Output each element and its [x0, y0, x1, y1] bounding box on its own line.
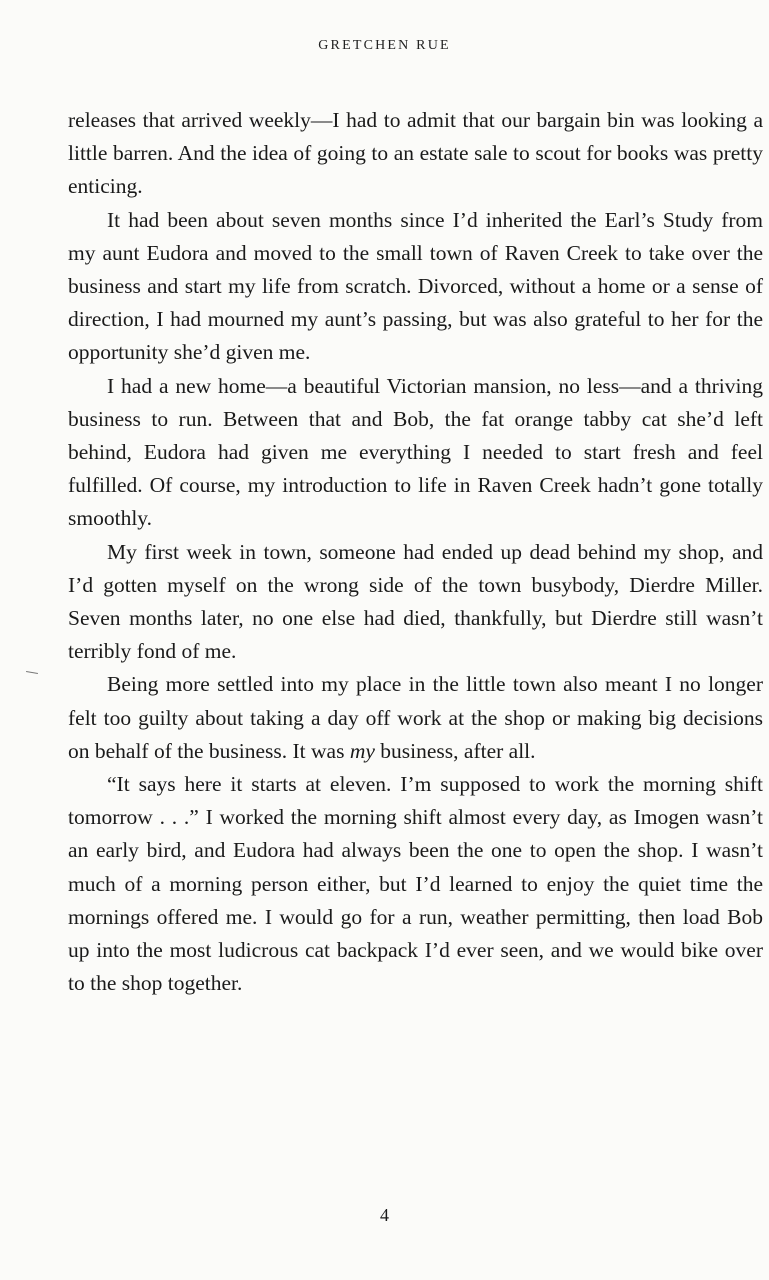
running-head: GRETCHEN RUE	[318, 38, 451, 53]
emphasis-text: my	[349, 738, 375, 763]
margin-mark	[26, 671, 38, 674]
page-number: 4	[380, 1205, 389, 1225]
paragraph: It had been about seven months since I’d inherited the Earl’s Study from my aunt Eudora and moved to the small town of Raven Creek to take over the business and start my life from scratch. Divorced, without a home or a sense of direction, I had mourned my aunt’s passing, but was also grateful to her for the opportunity she’d given me.	[68, 207, 763, 365]
paragraph: “It says here it starts at eleven. I’m supposed to work the morning shift tomorrow . . .” I worked the morning shift almost every day, as Imogen wasn’t an early bird, and Eudora had always been the one to open the shop. I wasn’t much of a morning person either, but I’d learned to enjoy the quiet time the mornings offered me. I would go for a run, weather permitting, then load Bob up into the most ludicrous cat backpack I’d ever seen, and we would bike over to the shop together.	[68, 772, 763, 996]
paragraph-text: Being more settled into my place in the little town also meant I no longer felt too guilty about taking a day off work at the shop or making big decisions on behalf of the business. It was	[68, 672, 763, 763]
paragraph: I had a new home—a beautiful Victorian mansion, no less—and a thriving business to run. Between that and Bob, the fat orange tabby cat she’d left behind, Eudora had given me everything I needed to start fresh and feel fulfilled. Of course, my introduction to life in Raven Creek hadn’t gone totally smoothly.	[68, 373, 763, 531]
paragraph: releases that arrived weekly—I had to admit that our bargain bin was looking a little barren. And the idea of going to an estate sale to scout for books was pretty enticing.	[68, 108, 763, 199]
body-text	[68, 104, 763, 1000]
paragraph: My first week in town, someone had ended up dead behind my shop, and I’d gotten myself on the wrong side of the town busybody, Dierdre Miller. Seven months later, no one else had died, thankfully, but Dierdre still wasn’t terribly fond of me.	[68, 539, 763, 664]
paragraph	[68, 668, 763, 768]
paragraph-text: business, after all.	[374, 738, 536, 763]
